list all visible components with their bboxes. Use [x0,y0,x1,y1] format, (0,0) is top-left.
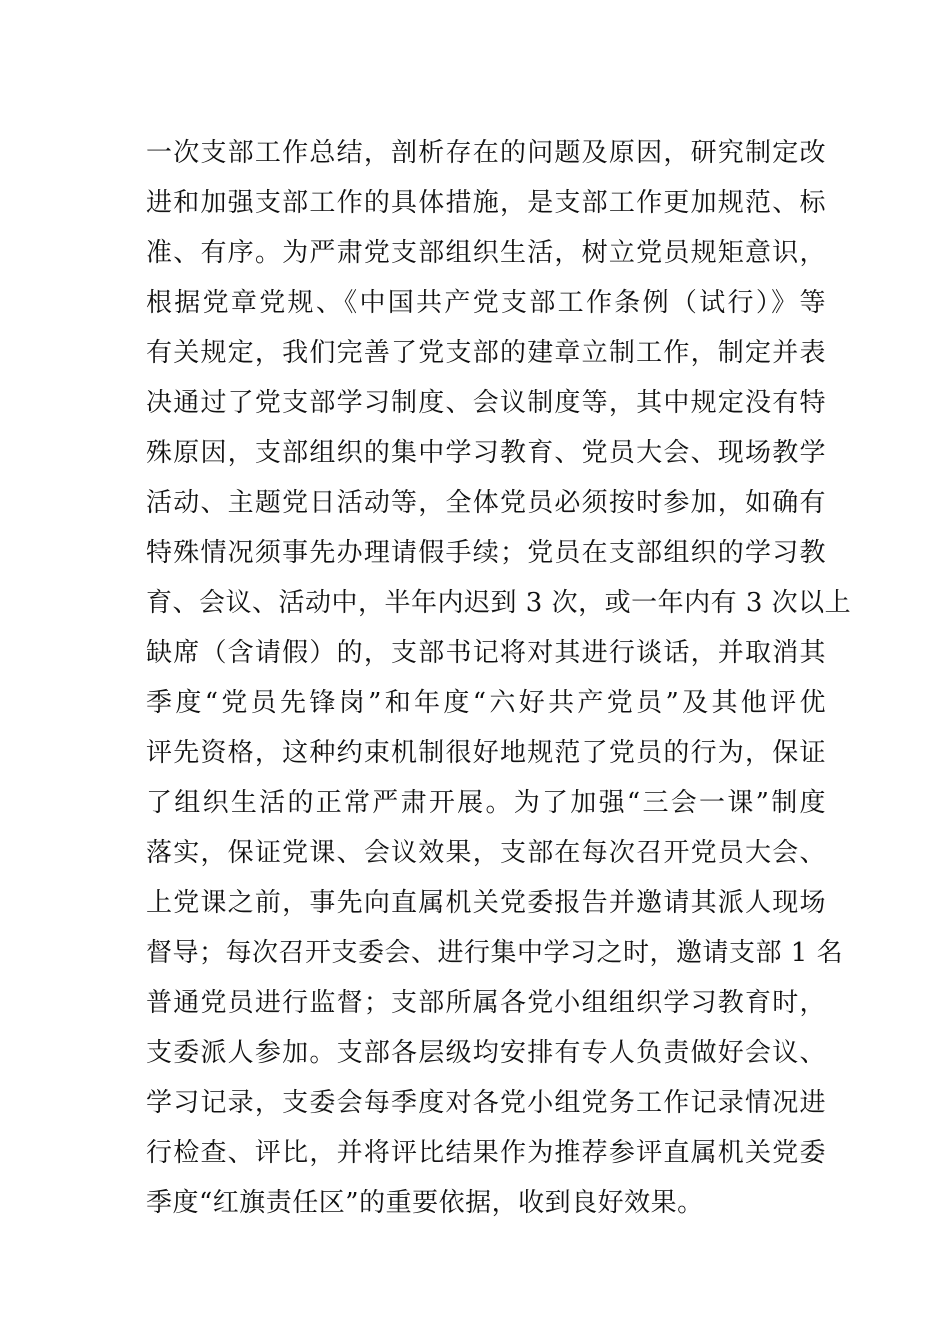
paragraph-line: 特殊情况须事先办理请假手续；党员在支部组织的学习教 [146,538,826,568]
paragraph-line: 决通过了党支部学习制度、会议制度等，其中规定没有特 [146,388,826,418]
paragraph-line: 准、有序。为严肃党支部组织生活，树立党员规矩意识， [146,238,826,268]
paragraph-line: 学习记录，支委会每季度对各党小组党务工作记录情况进 [146,1088,826,1118]
paragraph-line: 殊原因，支部组织的集中学习教育、党员大会、现场教学 [146,438,826,468]
paragraph-line: 育、会议、活动中，半年内迟到 3 次，或一年内有 3 次以上 [146,588,852,618]
paragraph-line: 根据党章党规、《中国共产党支部工作条例（试行）》等 [146,288,826,318]
paragraph-line: 进和加强支部工作的具体措施，是支部工作更加规范、标 [146,188,826,218]
paragraph-line: 活动、主题党日活动等，全体党员必须按时参加，如确有 [146,488,826,518]
paragraph-line: 了组织生活的正常严肃开展。为了加强“三会一课”制度 [146,788,826,818]
paragraph-line-last: 季度“红旗责任区”的重要依据，收到良好效果。 [146,1188,704,1218]
paragraph-line: 缺席（含请假）的，支部书记将对其进行谈话，并取消其 [146,638,826,668]
paragraph-line: 季度“党员先锋岗”和年度“六好共产党员”及其他评优 [146,688,826,718]
paragraph-line: 上党课之前，事先向直属机关党委报告并邀请其派人现场 [146,888,826,918]
paragraph-line: 落实，保证党课、会议效果，支部在每次召开党员大会、 [146,838,826,868]
paragraph-line: 督导；每次召开支委会、进行集中学习之时，邀请支部 1 名 [146,938,844,968]
paragraph-line: 行检查、评比，并将评比结果作为推荐参评直属机关党委 [146,1138,826,1168]
paragraph-line: 支委派人参加。支部各层级均安排有专人负责做好会议、 [146,1038,826,1068]
paragraph-line: 一次支部工作总结，剖析存在的问题及原因，研究制定改 [146,138,826,168]
paragraph-line: 普通党员进行监督；支部所属各党小组组织学习教育时， [146,988,826,1018]
paragraph-line: 有关规定，我们完善了党支部的建章立制工作，制定并表 [146,338,826,368]
paragraph-line: 评先资格，这种约束机制很好地规范了党员的行为，保证 [146,738,826,768]
body-paragraph [146,128,852,1228]
